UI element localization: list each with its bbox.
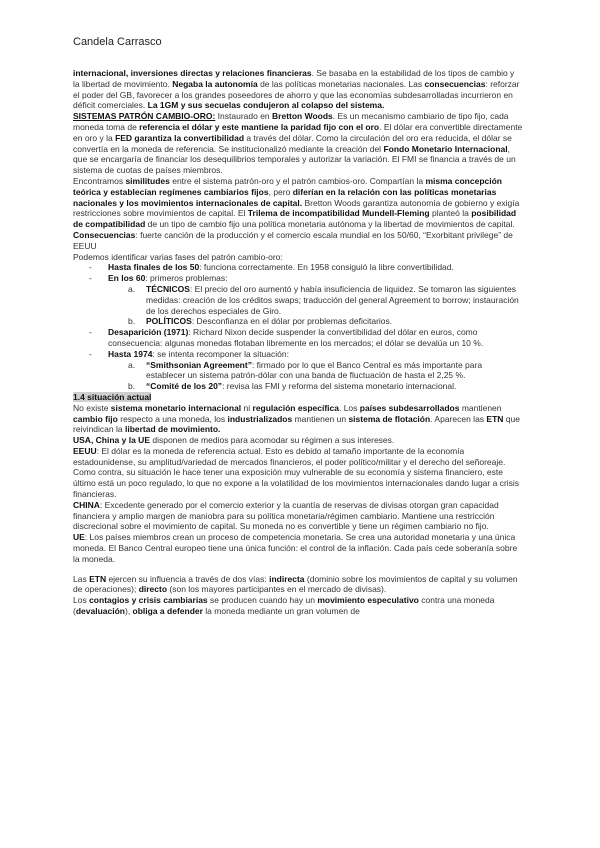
emphasis-text: Hasta finales de los 50	[108, 262, 200, 273]
emphasis-text: CHINA	[73, 499, 100, 510]
body-text: . Los	[338, 402, 360, 413]
body-text: entre el sistema patrón-oro y el patrón cambios-oro. Compartían la	[169, 175, 426, 186]
body-text: respecto a una moneda, los	[117, 413, 228, 424]
emphasis-text: devaluación	[75, 606, 125, 617]
emphasis-text: posibilidad de compatibilidad	[73, 208, 517, 230]
body-text: : se intenta recomponer la situación:	[152, 348, 289, 359]
paragraph-gold-standard-end	[73, 68, 523, 111]
paragraph-eeuu	[73, 446, 523, 500]
body-text: : El precio del oro aumentó y había insuficiencia de liquidez. Se tomaron las siguientes medidas: creación de los créditos swaps; traducción del general Agreement to borrow; instauración de los derechos especiales de Giro.	[146, 283, 519, 316]
emphasis-text: referencia el dólar y este mantiene la paridad fijo con el oro	[139, 121, 380, 132]
body-text: se producen cuando hay un	[207, 595, 318, 606]
emphasis-text: países subdesarrollados	[359, 402, 460, 413]
bullet-marker: -	[89, 327, 92, 338]
body-text: de un tipo de cambio fijo una política monetaria autónoma y la libertad de movimientos de capital.	[145, 219, 515, 230]
body-text: a través del dólar. Como la circulación del oro era reducida, el dólar se convertía en la moneda de referencia. Se institucionalizó mediante la creación del	[73, 132, 512, 154]
subitem-marker: b.	[128, 316, 136, 327]
paragraph-similarities	[73, 176, 523, 230]
emphasis-text: contagios y crisis cambiarias	[89, 595, 208, 606]
body-text: de las políticas monetarias nacionales. Las	[257, 78, 425, 89]
body-text: la moneda mediante un gran volumen de	[202, 606, 360, 617]
emphasis-text: libertad de movimiento.	[124, 424, 221, 435]
body-text: Encontramos	[73, 175, 126, 186]
phase-item	[73, 349, 523, 360]
body-text: que reivindican la	[73, 413, 520, 435]
subitem-marker: a.	[128, 283, 136, 294]
body-text: contra una moneda (	[73, 595, 495, 617]
emphasis-text: La 1GM y sus secuelas condujeron al colapso del sistema.	[147, 100, 385, 111]
body-text: : Richard Nixon decide suspender la convertibilidad del dólar en euros, como consecuencia: algunas monedas flotaban libremente en los mercados; el dólar se devalúa un 10 %.	[108, 327, 484, 348]
body-text: ),	[124, 606, 133, 617]
body-text: , que se encargaría de financiar los desequilibrios temporales y autorizar la variación. El FMI se financia a través de un sistema de cuotas de países miembros.	[73, 143, 516, 176]
body-text: mantienen	[459, 402, 502, 413]
emphasis-text: “Smithsonian Agreement”	[146, 359, 252, 370]
body-text: : firmado por lo que el Banco Central es más importante para establecer un sistema patrón-dólar con una banda de fluctuación de hasta el 2,25 %.	[146, 359, 483, 381]
emphasis-text: Negaba la autonomía	[172, 78, 258, 89]
body-text: ni	[241, 402, 253, 413]
body-text: Bretton Woods garantiza autonomía de gobierno y exigía restricciones sobre movimientos de capital. El	[73, 197, 520, 219]
body-text: : Los países miembros crean un proceso de competencia monetaria. Se crea una autoridad monetaria y una única moneda. El Banco Central europeo tiene una única función: el control de la inflación. Cada país cede soberanía sobre la moneda.	[73, 532, 518, 564]
emphasis-text: indirecta	[269, 573, 305, 584]
emphasis-text: Fondo Monetario Internacional	[383, 143, 508, 154]
body-text: : revisa las FMI y reforma del sistema monetario internacional.	[222, 381, 457, 392]
subitem-marker: b.	[128, 381, 136, 392]
body-text: No existe	[73, 402, 111, 413]
emphasis-text: sistema monetario internacional	[110, 402, 242, 413]
body-text: : reforzar el poder del GB, favorecer a los grandes poseedores de ahorro y que las economías subdesarrolladas incurrieron en déficit comerciales.	[73, 78, 520, 111]
paragraph-bretton-woods	[73, 111, 523, 176]
emphasis-text: internacional, inversiones directas y relaciones financieras	[73, 68, 312, 78]
emphasis-text: sistema de flotación	[348, 413, 431, 424]
body-text: : Desconfianza en el dólar por problemas deficitarios.	[191, 316, 393, 327]
emphasis-text: SISTEMAS PATRÓN CAMBIO-ORO:	[73, 111, 216, 122]
paragraph-phases-intro: Podemos identificar varias fases del patrón cambio-oro:	[73, 251, 283, 262]
body-text: : primeros problemas:	[145, 273, 228, 284]
emphasis-text: FED garantiza la convertibilidad	[115, 132, 245, 143]
paragraph-major-economies	[73, 435, 523, 446]
paragraph-etn	[73, 574, 523, 596]
emphasis-text: POLÍTICOS	[146, 316, 192, 327]
body-text: Los	[73, 595, 90, 606]
body-text: planteó la	[429, 208, 472, 219]
emphasis-text: industrializados	[227, 413, 293, 424]
body-text: : funciona correctamente. En 1958 consiguió la libre convertibilidad.	[199, 262, 454, 273]
phases-list	[73, 262, 523, 392]
emphasis-text: cambio fijo	[73, 413, 118, 424]
phase-subitem	[73, 316, 523, 327]
phase-item	[73, 262, 523, 273]
phase-subitem	[73, 360, 523, 382]
body-text: . Aparecen las	[430, 413, 487, 424]
paragraph-no-system	[73, 403, 523, 435]
emphasis-text: obliga a defender	[132, 606, 203, 617]
body-text: . Se basaba en la estabilidad de los tipos de cambio y la libertad de movimiento.	[73, 68, 515, 89]
author-header: Candela Carrasco	[73, 36, 162, 48]
emphasis-text: movimiento especulativo	[317, 595, 419, 606]
section-heading	[73, 392, 523, 403]
paragraph-gap	[73, 565, 523, 574]
body-text: Instaurado en	[215, 111, 273, 122]
emphasis-text: En los 60	[108, 273, 146, 284]
paragraph-consequences	[73, 230, 523, 252]
body-text: ejercen su influencia a través de dos vías:	[106, 573, 270, 584]
emphasis-text: regulación específica	[252, 402, 339, 413]
bullet-marker: -	[89, 273, 92, 284]
paragraph-china	[73, 500, 523, 532]
emphasis-text: “Comité de los 20”	[146, 381, 223, 392]
emphasis-text: ETN	[486, 413, 504, 424]
body-text: : Excedente generado por el comercio exterior y la cuantía de reservas de divisas otorgan gran capacidad financiera y amplio margen de maniobra para su política monetaria/régimen cambiario. Mantiene una restricción discrecional sobre el movimiento de capital. Su moneda no es convertible y tiene un régimen cambiario no fijo.	[73, 499, 499, 532]
body-text: mantienen un	[292, 413, 349, 424]
bullet-marker: -	[89, 348, 92, 359]
emphasis-text: Desaparición (1971)	[108, 327, 189, 338]
emphasis-text: diferían en la relación con las políticas monetarias nacionales y los movimientos internacionales de capital.	[73, 186, 497, 208]
emphasis-text: Hasta 1974	[108, 348, 153, 359]
body-text: Las	[73, 573, 90, 584]
emphasis-text: TÉCNICOS	[146, 283, 190, 294]
body-text: , pero	[268, 186, 293, 197]
phase-subitem	[73, 284, 523, 316]
paragraph-ue	[73, 532, 523, 564]
emphasis-text: ETN	[89, 573, 107, 584]
phase-item	[73, 273, 523, 284]
emphasis-text: UE	[73, 532, 85, 543]
body-text: : El dólar es la moneda de referencia actual. Esto es debido al tamaño importante de la economía estadounidense, su amplitud/variedad de mercados financieros, el poder político/militar y el derecho del señoreaje. Como contra, su situación le hace tener una exposición muy vulnerable de su economía y sistema financiero, este último está un poco regulado, lo que no expone a la volatilidad de los movimientos internacionales dando lugar a crisis financieras.	[73, 445, 520, 500]
emphasis-text: misma concepción teórica y establecían regímenes cambiarios fijos	[73, 175, 502, 197]
body-text: . El dólar era convertible directamente en oro y la	[73, 121, 523, 143]
emphasis-text: Trilema de incompatibilidad Mundell-Fleming	[247, 208, 430, 219]
body-text: (dominio sobre los movimientos de capital y su volumen de operaciones);	[73, 573, 518, 595]
emphasis-text: USA, China y la UE	[73, 435, 150, 446]
emphasis-text: EEUU	[73, 445, 97, 456]
body-text: (son los mayores participantes en el mercado de divisas).	[167, 584, 387, 595]
bullet-marker: -	[89, 262, 92, 273]
paragraph-contagion	[73, 595, 523, 617]
section-heading-text: 1.4 situación actual	[73, 391, 152, 402]
emphasis-text: directo	[138, 584, 168, 595]
emphasis-text: consecuencias	[424, 78, 486, 89]
phase-item	[73, 327, 523, 349]
emphasis-text: Consecuencias	[73, 229, 136, 240]
subitem-marker: a.	[128, 359, 136, 370]
body-text: : fuerte canción de la producción y el comercio escala mundial en los 50/60, “Exorbitant privilege” de EEUU	[73, 229, 513, 251]
body-text: disponen de medios para acomodar su régimen a sus intereses.	[150, 435, 395, 446]
emphasis-text: similitudes	[125, 175, 170, 186]
body-text: . Es un mecanismo cambiario de tipo fijo, cada moneda toma de	[73, 111, 509, 132]
phase-subitem	[73, 381, 523, 392]
emphasis-text: Bretton Woods	[272, 111, 333, 122]
document-body	[73, 68, 523, 617]
